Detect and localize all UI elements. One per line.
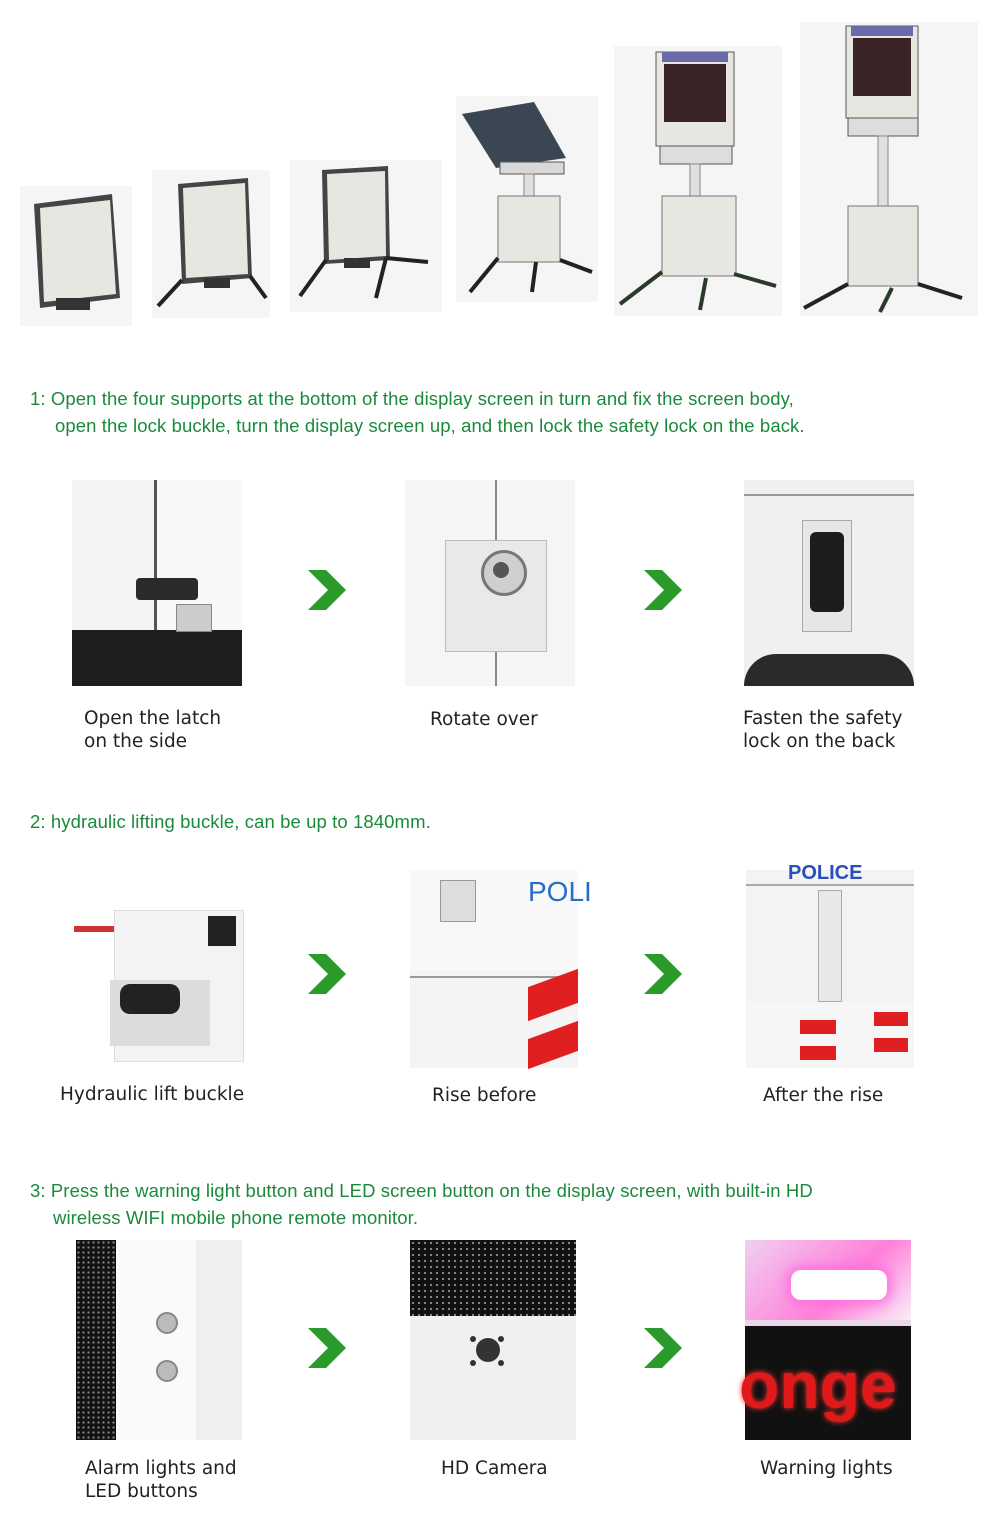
chevron-right-icon bbox=[304, 568, 348, 612]
caption-line: Rise before bbox=[432, 1085, 537, 1106]
caption-fasten-lock bbox=[743, 707, 902, 753]
photo-safety-lock bbox=[744, 480, 914, 686]
caption-warning-lights bbox=[760, 1457, 893, 1480]
caption-line: After the rise bbox=[763, 1085, 884, 1106]
caption-rotate-over bbox=[430, 708, 538, 731]
step-1-text bbox=[30, 385, 805, 439]
render-raised bbox=[800, 22, 978, 316]
chevron-right-icon bbox=[640, 952, 684, 996]
caption-line: on the side bbox=[84, 731, 188, 752]
photo-rotate bbox=[405, 480, 575, 686]
render-supports-open bbox=[152, 170, 270, 318]
caption-after-rise bbox=[763, 1084, 883, 1107]
photo-after-rise bbox=[746, 862, 914, 1068]
step-3-text bbox=[30, 1177, 813, 1231]
photo-hd-camera bbox=[410, 1240, 576, 1440]
render-stand bbox=[290, 160, 442, 312]
caption-line: Open the latch bbox=[84, 708, 222, 729]
police-label: POLI bbox=[528, 876, 592, 907]
led-scrolling-text: onge bbox=[739, 1348, 897, 1422]
caption-line: lock on the back bbox=[743, 731, 896, 752]
chevron-right-icon bbox=[640, 568, 684, 612]
deployment-sequence bbox=[0, 0, 982, 340]
chevron-right-icon bbox=[304, 952, 348, 996]
caption-line: Hydraulic lift buckle bbox=[60, 1084, 245, 1105]
step-1-line-2: open the lock buckle, turn the display screen up, and then lock the safety lock on the back. bbox=[55, 415, 805, 436]
caption-hd-camera bbox=[441, 1457, 548, 1480]
render-folded bbox=[20, 186, 132, 326]
caption-line: HD Camera bbox=[441, 1458, 548, 1479]
chevron-right-icon bbox=[640, 1326, 684, 1370]
chevron-right-icon bbox=[304, 1326, 348, 1370]
photo-warning-lights bbox=[739, 1240, 911, 1440]
caption-line: Alarm lights and bbox=[85, 1458, 237, 1479]
render-screen-tilted bbox=[456, 96, 598, 302]
step-2-line-1: 2: hydraulic lifting buckle, can be up to 1840mm. bbox=[30, 811, 431, 832]
caption-line: Rotate over bbox=[430, 709, 538, 730]
caption-line: Fasten the safety bbox=[743, 708, 903, 729]
caption-hydraulic bbox=[60, 1083, 244, 1106]
caption-rise-before bbox=[432, 1084, 536, 1107]
step-2-text bbox=[30, 808, 431, 835]
photo-hydraulic-buckle bbox=[74, 910, 242, 1068]
photo-latch-side bbox=[72, 480, 242, 686]
render-screen-up bbox=[614, 46, 782, 316]
photo-rise-before bbox=[410, 870, 592, 1068]
caption-line: Warning lights bbox=[760, 1458, 893, 1479]
step-1-line-1: 1: Open the four supports at the bottom of the display screen in turn and fix the screen body, bbox=[30, 388, 794, 409]
police-label: POLICE bbox=[788, 862, 863, 884]
caption-alarm-buttons bbox=[85, 1457, 237, 1503]
step-3-line-1: 3: Press the warning light button and LED screen button on the display screen, with built-in HD bbox=[30, 1180, 813, 1201]
photo-alarm-buttons bbox=[76, 1240, 242, 1440]
caption-line: LED buttons bbox=[85, 1481, 198, 1502]
step-3-line-2: wireless WIFI mobile phone remote monitor. bbox=[53, 1207, 419, 1228]
caption-open-latch bbox=[84, 707, 221, 753]
